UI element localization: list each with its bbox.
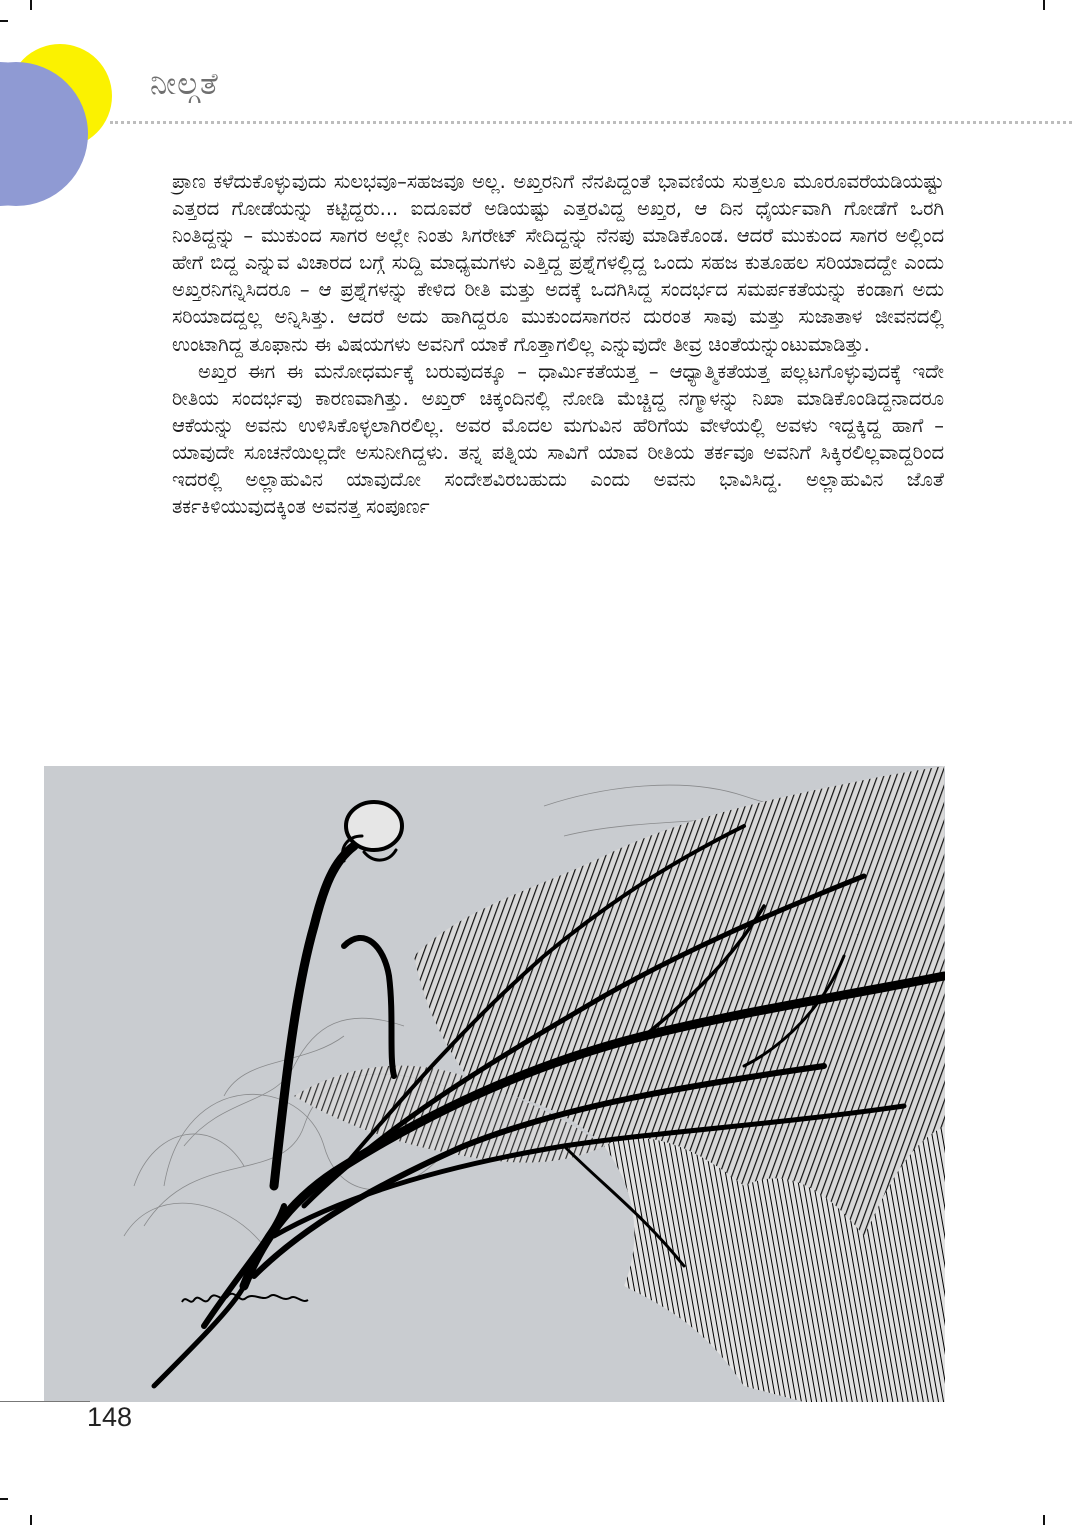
running-header-title: ನೀಲ್ಗತೆ	[150, 66, 219, 102]
artwork-illustration	[44, 766, 945, 1402]
crop-mark	[0, 1498, 8, 1500]
paragraph: ಅಖ್ತರ ಈಗ ಈ ಮನೋಧರ್ಮಕ್ಕೆ ಬರುವುದಕ್ಕೂ – ಧಾರ್ಮಿಕತೆಯತ್ತ – ಆಧ್ಯಾತ್ಮಿಕತೆಯತ್ತ ಪಲ್ಲಟಗೊಳ್ಳುವುದಕ್ಕೆ ಇದೇ ರೀತಿಯ ಸಂದರ್ಭವು ಕಾರಣವಾಗಿತ್ತು. ಅಖ್ತರ್ ಚಿಕ್ಕಂದಿನಲ್ಲಿ ನೋಡಿ ಮೆಚ್ಚಿದ್ದ ನಗ್ಮಾಳನ್ನು ನಿಖಾ ಮಾಡಿಕೊಂಡಿದ್ದನಾದರೂ ಆಕೆಯನ್ನು ಅವನು ಉಳಿಸಿಕೊಳ್ಳಲಾಗಿರಲಿಲ್ಲ. ಅವರ ಮೊದಲ ಮಗುವಿನ ಹೆರಿಗೆಯ ವೇಳೆಯಲ್ಲಿ ಅವಳು ಇದ್ದಕ್ಕಿದ್ದ ಹಾಗೆ – ಯಾವುದೇ ಸೂಚನೆಯಿಲ್ಲದೇ ಅಸುನೀಗಿದ್ದಳು. ತನ್ನ ಪತ್ನಿಯ ಸಾವಿಗೆ ಯಾವ ರೀತಿಯ ತರ್ಕವೂ ಅವನಿಗೆ ಸಿಕ್ಕಿರಲಿಲ್ಲವಾದ್ದರಿಂದ ಇದರಲ್ಲಿ ಅಲ್ಲಾಹುವಿನ ಯಾವುದೋ ಸಂದೇಶವಿರಬಹುದು ಎಂದು ಅವನು ಭಾವಿಸಿದ್ದ. ಅಲ್ಲಾಹುವಿನ ಜೊತೆ ತರ್ಕಕಿಳಿಯುವುದಕ್ಕಿಂತ ಅವನತ್ತ ಸಂಪೂರ್ಣ	[172, 359, 944, 519]
page-number: 148	[87, 1402, 133, 1432]
artist-signature	[182, 1294, 308, 1302]
header-dotted-rule	[110, 121, 1072, 124]
footer-rule	[0, 1401, 90, 1402]
body-text	[172, 168, 944, 520]
paragraph: ಪ್ರಾಣ ಕಳೆದುಕೊಳ್ಳುವುದು ಸುಲಭವೂ–ಸಹಜವೂ ಅಲ್ಲ. ಅಖ್ತರನಿಗೆ ನೆನಪಿದ್ದಂತೆ ಭಾವಣಿಯ ಸುತ್ತಲೂ ಮೂರೂವರೆಯಡಿಯಷ್ಟು ಎತ್ತರದ ಗೋಡೆಯನ್ನು ಕಟ್ಟಿದ್ದರು... ಐದೂವರೆ ಅಡಿಯಷ್ಟು ಎತ್ತರವಿದ್ದ ಅಖ್ತರ, ಆ ದಿನ ಧೈರ್ಯವಾಗಿ ಗೋಡೆಗೆ ಒರಗಿ ನಿಂತಿದ್ದನ್ನು – ಮುಕುಂದ ಸಾಗರ ಅಲ್ಲೇ ನಿಂತು ಸಿಗರೇಟ್ ಸೇದಿದ್ದನ್ನು ನೆನಪು ಮಾಡಿಕೊಂಡ. ಆದರೆ ಮುಕುಂದ ಸಾಗರ ಅಲ್ಲಿಂದ ಹೇಗೆ ಬಿದ್ದ ಎನ್ನುವ ವಿಚಾರದ ಬಗ್ಗೆ ಸುದ್ದಿ ಮಾಧ್ಯಮಗಳು ಎತ್ತಿದ್ದ ಪ್ರಶ್ನೆಗಳಲ್ಲಿದ್ದ ಒಂದು ಸಹಜ ಕುತೂಹಲ ಸರಿಯಾದದ್ದೇ ಎಂದು ಅಖ್ತರನಿಗನ್ನಿಸಿದರೂ – ಆ ಪ್ರಶ್ನೆಗಳನ್ನು ಕೇಳಿದ ರೀತಿ ಮತ್ತು ಅದಕ್ಕೆ ಒದಗಿಸಿದ್ದ ಸಂದರ್ಭದ ಸಮರ್ಪಕತೆಯನ್ನು ಕಂಡಾಗ ಅದು ಸರಿಯಾದದ್ದಲ್ಲ ಅನ್ನಿಸಿತ್ತು. ಆದರೆ ಅದು ಹಾಗಿದ್ದರೂ ಮುಕುಂದಸಾಗರನ ದುರಂತ ಸಾವು ಮತ್ತು ಸುಜಾತಾಳ ಜೀವನದಲ್ಲಿ ಉಂಟಾಗಿದ್ದ ತೂಫಾನು ಈ ವಿಷಯಗಳು ಅವನಿಗೆ ಯಾಕೆ ಗೊತ್ತಾಗಲಿಲ್ಲ ಎನ್ನುವುದೇ ತೀವ್ರ ಚಿಂತೆಯನ್ನುಂಟುಮಾಡಿತ್ತು.	[172, 170, 944, 356]
crop-mark	[1043, 1515, 1045, 1525]
decorative-circles	[0, 0, 140, 220]
crop-mark	[1043, 0, 1045, 10]
tree-bird-artwork	[44, 766, 945, 1402]
crop-mark	[30, 1515, 32, 1525]
